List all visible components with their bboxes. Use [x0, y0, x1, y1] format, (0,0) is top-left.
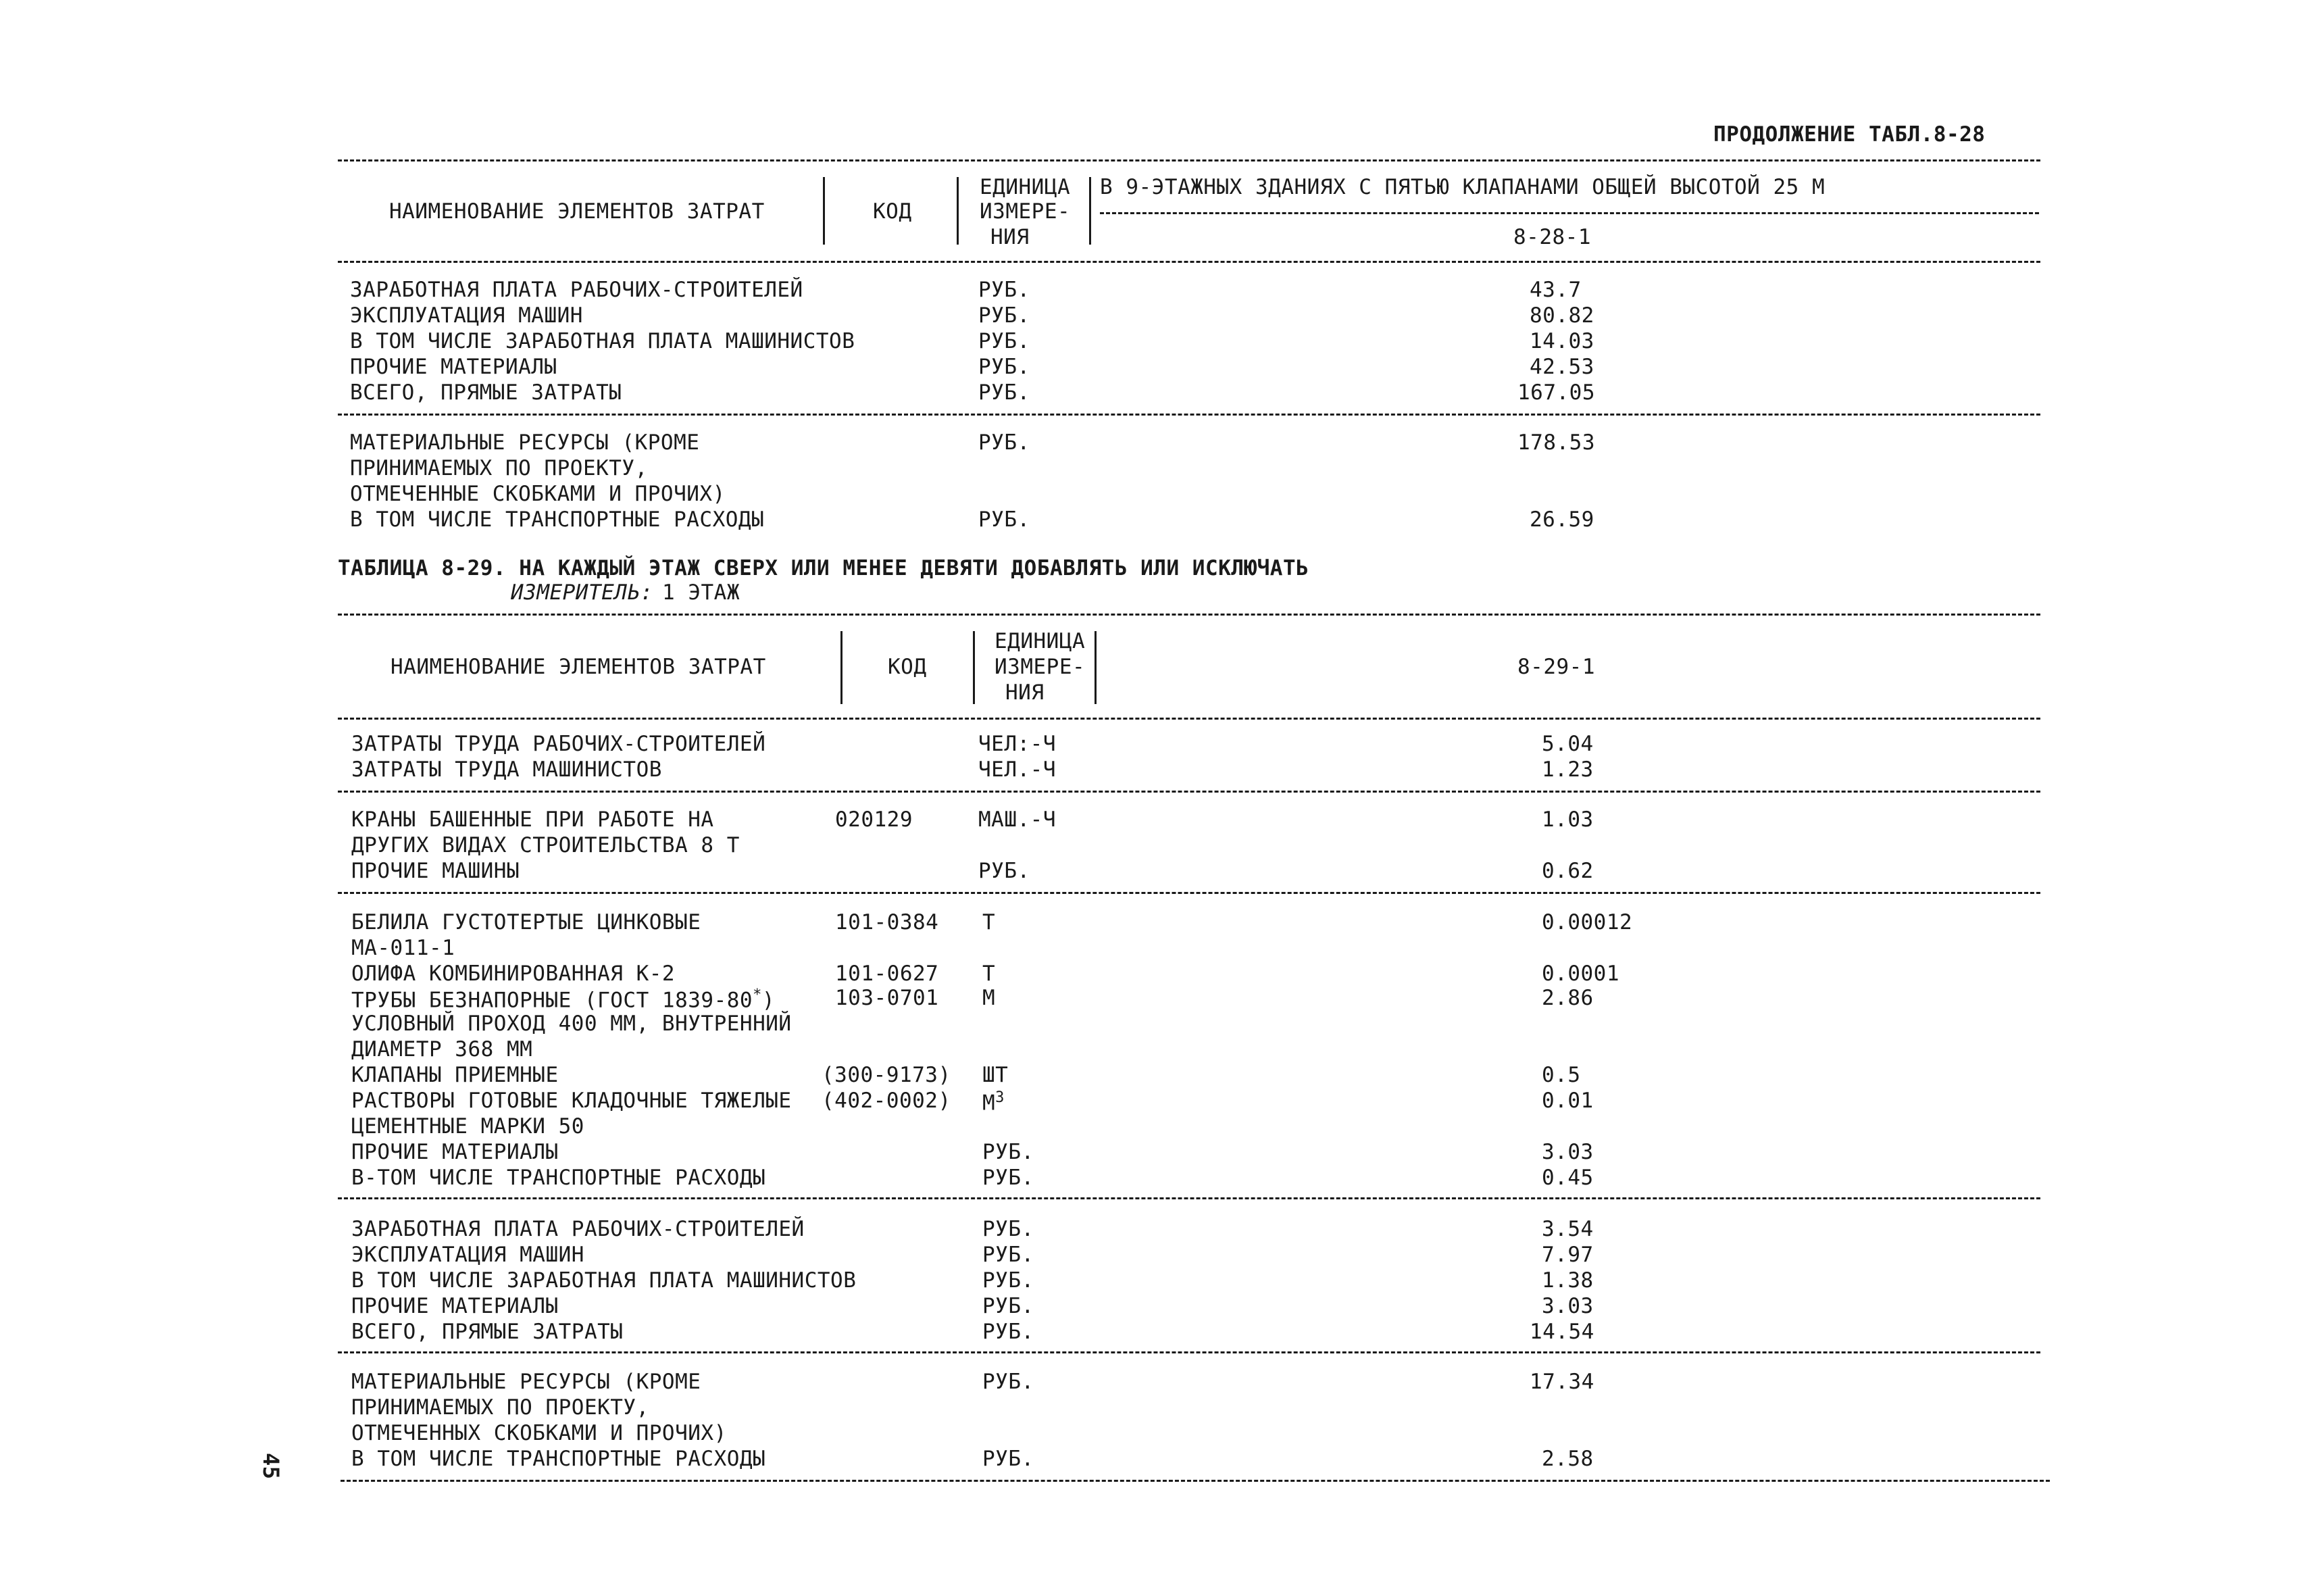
row-unit: $М^3$ — [982, 1089, 1005, 1116]
row-name: В-ТОМ ЧИСЛЕ ТРАНСПОРТНЫЕ РАСХОДЫ — [351, 1166, 766, 1190]
row-name: ОЛИФА КОМБИНИРОВАННАЯ К-2 — [351, 962, 676, 986]
row-name: ТРУБЫ БЕЗНАПОРНЫЕ (ГОСТ 1839-80*) — [351, 987, 775, 1013]
col-header-unit: ЕДИНИЦА — [995, 629, 1086, 653]
column-divider — [973, 631, 975, 704]
row-unit: РУБ. — [982, 1370, 1034, 1394]
row-name: ОТМЕЧЕННЫХ СКОБКАМИ И ПРОЧИХ) — [351, 1421, 727, 1445]
row-value: 0.01 — [1542, 1089, 1594, 1113]
row-name: ВСЕГО, ПРЯМЫЕ ЗАТРАТЫ — [351, 1320, 624, 1344]
row-name: МАТЕРИАЛЬНЫЕ РЕСУРСЫ (КРОМЕ — [351, 1370, 701, 1394]
rule — [341, 1480, 2050, 1482]
row-value: 14.03 — [1530, 329, 1594, 353]
row-value: 42.53 — [1530, 355, 1594, 379]
row-value: 0.00012 — [1542, 910, 1633, 934]
row-code: (300-9173) — [822, 1063, 951, 1087]
row-code: 103-0701 — [835, 986, 939, 1010]
row-value: 5.04 — [1542, 732, 1594, 756]
rule — [338, 791, 2040, 793]
row-value: 14.54 — [1530, 1320, 1594, 1344]
row-code: (402-0002) — [822, 1089, 951, 1113]
column-divider — [957, 177, 959, 245]
row-name: В ТОМ ЧИСЛЕ ЗАРАБОТНАЯ ПЛАТА МАШИНИСТОВ — [351, 1268, 857, 1293]
rule — [338, 159, 2040, 161]
col-header-unit: НИЯ — [1005, 680, 1045, 705]
row-unit: РУБ. — [982, 1243, 1034, 1267]
col-header-code-value: 8-29-1 — [1517, 655, 1595, 679]
row-name: ПРОЧИЕ МАТЕРИАЛЫ — [351, 1140, 559, 1164]
col-header-unit: ИЗМЕРЕ- — [995, 655, 1086, 679]
row-value: 2.86 — [1542, 986, 1594, 1010]
row-name: ПРОЧИЕ МАТЕРИАЛЫ — [350, 355, 557, 379]
column-divider — [823, 177, 825, 245]
row-code: 101-0384 — [835, 910, 939, 934]
row-unit: РУБ. — [978, 380, 1030, 405]
row-unit: М — [982, 986, 996, 1010]
col-header-description: В 9-ЭТАЖНЫХ ЗДАНИЯХ С ПЯТЬЮ КЛАПАНАМИ ОБЩЕЙ ВЫСОТОЙ 25 М — [1100, 175, 1826, 199]
row-unit: ЧЕЛ.-Ч — [978, 757, 1056, 782]
col-header-code-value: 8-28-1 — [1513, 225, 1591, 249]
row-value: 3.54 — [1542, 1217, 1594, 1241]
col-header-unit: ИЗМЕРЕ- — [980, 199, 1071, 224]
row-name: ЦЕМЕНТНЫЕ МАРКИ 50 — [351, 1114, 584, 1139]
row-name: ЭКСПЛУАТАЦИЯ МАШИН — [350, 303, 583, 328]
col-header-code: КОД — [888, 655, 927, 679]
column-divider — [1095, 631, 1097, 704]
row-name: РАСТВОРЫ ГОТОВЫЕ КЛАДОЧНЫЕ ТЯЖЕЛЫЕ — [351, 1089, 792, 1113]
row-value: 1.23 — [1542, 757, 1594, 782]
row-unit: РУБ. — [978, 329, 1030, 353]
row-name: ДИАМЕТР 368 ММ — [351, 1037, 533, 1062]
row-name: КРАНЫ БАШЕННЫЕ ПРИ РАБОТЕ НА — [351, 807, 714, 832]
row-unit: РУБ. — [982, 1294, 1034, 1318]
row-value: 17.34 — [1530, 1370, 1594, 1394]
row-name: В ТОМ ЧИСЛЕ ТРАНСПОРТНЫЕ РАСХОДЫ — [350, 507, 765, 532]
row-name: ДРУГИХ ВИДАХ СТРОИТЕЛЬСТВА 8 Т — [351, 833, 740, 857]
row-value: 167.05 — [1517, 380, 1595, 405]
row-value: 43.7 — [1530, 278, 1582, 302]
col-header-name: НАИМЕНОВАНИЕ ЭЛЕМЕНТОВ ЗАТРАТ — [389, 199, 765, 224]
row-unit: ШТ — [982, 1063, 1009, 1087]
row-unit: РУБ. — [982, 1166, 1034, 1190]
row-name: ПРИНИМАЕМЫХ ПО ПРОЕКТУ, — [351, 1395, 649, 1420]
row-name: ЗАТРАТЫ ТРУДА МАШИНИСТОВ — [351, 757, 662, 782]
col-header-unit: НИЯ — [990, 225, 1030, 249]
rule — [338, 261, 2040, 263]
rule — [338, 892, 2040, 894]
rule — [338, 1351, 2040, 1353]
col-header-name: НАИМЕНОВАНИЕ ЭЛЕМЕНТОВ ЗАТРАТ — [391, 655, 766, 679]
row-name: ПРИНИМАЕМЫХ ПО ПРОЕКТУ, — [350, 456, 648, 480]
rule — [1100, 212, 2039, 214]
row-name: МАТЕРИАЛЬНЫЕ РЕСУРСЫ (КРОМЕ — [350, 430, 700, 455]
row-unit: РУБ. — [982, 1217, 1034, 1241]
row-unit: РУБ. — [978, 355, 1030, 379]
row-unit: Т — [982, 962, 996, 986]
row-value: 0.5 — [1542, 1063, 1581, 1087]
row-value: 0.62 — [1542, 859, 1594, 883]
row-unit: ЧЕЛ:-Ч — [978, 732, 1056, 756]
row-value: 178.53 — [1517, 430, 1595, 455]
rule — [338, 614, 2040, 616]
row-name: В ТОМ ЧИСЛЕ ТРАНСПОРТНЫЕ РАСХОДЫ — [351, 1447, 766, 1471]
row-name: ЗАРАБОТНАЯ ПЛАТА РАБОЧИХ-СТРОИТЕЛЕЙ — [350, 278, 803, 302]
row-name: БЕЛИЛА ГУСТОТЕРТЫЕ ЦИНКОВЫЕ — [351, 910, 701, 934]
row-unit: РУБ. — [978, 303, 1030, 328]
row-unit: РУБ. — [978, 430, 1030, 455]
table-title: ТАБЛИЦА 8-29. НА КАЖДЫЙ ЭТАЖ СВЕРХ ИЛИ МЕНЕЕ ДЕВЯТИ ДОБАВЛЯТЬ ИЛИ ИСКЛЮЧАТЬ — [338, 556, 1309, 580]
row-name: В ТОМ ЧИСЛЕ ЗАРАБОТНАЯ ПЛАТА МАШИНИСТОВ — [350, 329, 855, 353]
row-name: ПРОЧИЕ МАШИНЫ — [351, 859, 520, 883]
row-value: 3.03 — [1542, 1294, 1594, 1318]
row-unit: МАШ.-Ч — [978, 807, 1056, 832]
row-unit: РУБ. — [982, 1320, 1034, 1344]
row-name: ЗАРАБОТНАЯ ПЛАТА РАБОЧИХ-СТРОИТЕЛЕЙ — [351, 1217, 805, 1241]
row-value: 0.45 — [1542, 1166, 1594, 1190]
row-unit: РУБ. — [982, 1268, 1034, 1293]
row-value: 2.58 — [1542, 1447, 1594, 1471]
rule — [338, 414, 2040, 416]
col-header-unit: ЕДИНИЦА — [980, 175, 1071, 199]
row-name: ЭКСПЛУАТАЦИЯ МАШИН — [351, 1243, 584, 1267]
row-value: 80.82 — [1530, 303, 1594, 328]
row-name: ПРОЧИЕ МАТЕРИАЛЫ — [351, 1294, 559, 1318]
rule — [338, 1197, 2040, 1199]
col-header-code: КОД — [873, 199, 912, 224]
row-name: ВСЕГО, ПРЯМЫЕ ЗАТРАТЫ — [350, 380, 622, 405]
row-unit: РУБ. — [982, 1140, 1034, 1164]
column-divider — [1089, 177, 1091, 245]
row-name: КЛАПАНЫ ПРИЕМНЫЕ — [351, 1063, 559, 1087]
row-name: ОТМЕЧЕННЫЕ СКОБКАМИ И ПРОЧИХ) — [350, 482, 726, 506]
row-unit: РУБ. — [978, 859, 1030, 883]
row-name: ЗАТРАТЫ ТРУДА РАБОЧИХ-СТРОИТЕЛЕЙ — [351, 732, 766, 756]
row-code: 101-0627 — [835, 962, 939, 986]
row-code: 020129 — [835, 807, 913, 832]
row-name: УСЛОВНЫЙ ПРОХОД 400 ММ, ВНУТРЕННИЙ — [351, 1012, 792, 1036]
row-unit: РУБ. — [978, 507, 1030, 532]
row-value: 3.03 — [1542, 1140, 1594, 1164]
column-divider — [840, 631, 842, 704]
row-unit: Т — [982, 910, 996, 934]
row-unit: РУБ. — [978, 278, 1030, 302]
page-number: 45 — [258, 1453, 284, 1480]
row-value: 26.59 — [1530, 507, 1594, 532]
table-meter-value: 1 ЭТАЖ — [662, 580, 740, 605]
row-unit: РУБ. — [982, 1447, 1034, 1471]
row-value: 0.0001 — [1542, 962, 1619, 986]
continuation-note: ПРОДОЛЖЕНИЕ ТАБЛ.8-28 — [1713, 122, 1986, 147]
row-value: 1.03 — [1542, 807, 1594, 832]
row-value: 1.38 — [1542, 1268, 1594, 1293]
rule — [338, 718, 2040, 720]
table-meter-label: ИЗМЕРИТЕЛЬ: — [511, 580, 653, 605]
row-value: 7.97 — [1542, 1243, 1594, 1267]
row-name: МА-011-1 — [351, 936, 455, 960]
